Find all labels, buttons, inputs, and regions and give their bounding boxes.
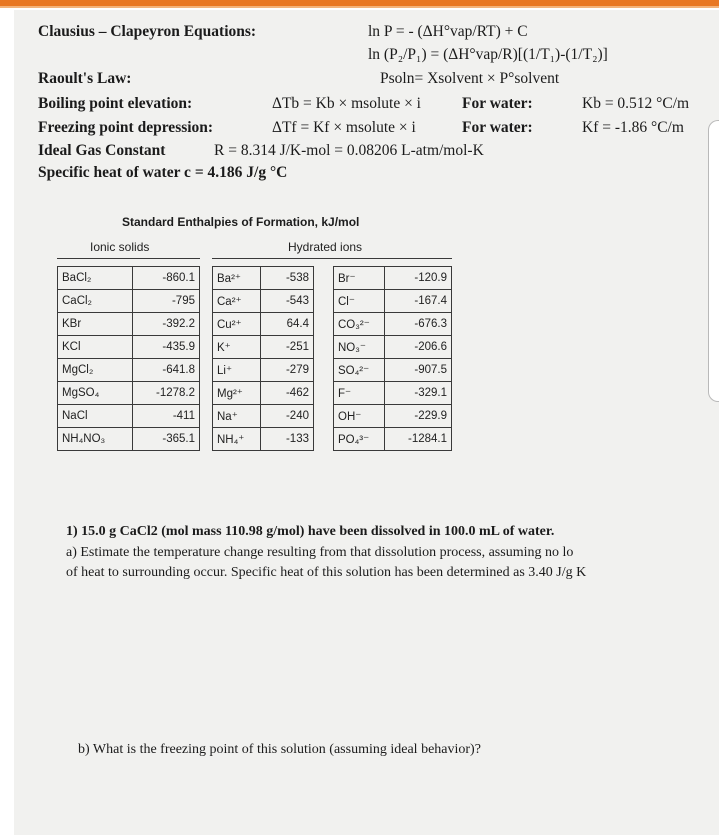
species-name: Ba²⁺: [213, 267, 261, 290]
bp-label: Boiling point elevation:: [38, 95, 193, 112]
enthalpy-value: -206.6: [385, 336, 452, 359]
enthalpy-value: -279: [261, 359, 314, 382]
clausius-eq2: ln (P₂/P₁) = (ΔH°vap/R)[(1/T₁)-(1/T₂)]: [368, 46, 608, 63]
table-row: [334, 267, 452, 290]
fp-eq: ΔTf = Kf × msolute × i: [272, 119, 416, 136]
clausius-eq1: ln P = - (ΔH°vap/RT) + C: [368, 23, 528, 40]
enthalpy-value: -435.9: [132, 336, 199, 359]
species-name: Ca²⁺: [213, 290, 261, 313]
table-row: [58, 290, 200, 313]
enthalpy-value: -538: [261, 267, 314, 290]
table-row: [213, 336, 314, 359]
enthalpy-value: -240: [261, 405, 314, 428]
table-row: [213, 290, 314, 313]
ionic-solids-table: [57, 266, 200, 451]
enthalpy-value: -543: [261, 290, 314, 313]
enthalpy-value: -392.2: [132, 313, 199, 336]
species-name: K⁺: [213, 336, 261, 359]
enthalpy-value: -167.4: [385, 290, 452, 313]
table-row: [213, 313, 314, 336]
species-name: PO₄³⁻: [334, 428, 385, 451]
species-name: MgSO₄: [58, 382, 133, 405]
species-name: NO₃⁻: [334, 336, 385, 359]
species-name: MgCl₂: [58, 359, 133, 382]
species-name: Na⁺: [213, 405, 261, 428]
table-row: [213, 382, 314, 405]
enthalpy-value: -329.1: [385, 382, 452, 405]
species-name: Br⁻: [334, 267, 385, 290]
question-1a-line2: of heat to surrounding occur. Specific heat of this solution has been determined as 3.40 J/g K: [66, 565, 587, 580]
species-name: OH⁻: [334, 405, 385, 428]
species-name: Cu²⁺: [213, 313, 261, 336]
fp-water-label: For water:: [462, 119, 533, 136]
species-name: KCl: [58, 336, 133, 359]
enthalpy-value: -462: [261, 382, 314, 405]
table-row: [334, 428, 452, 451]
table-row: [58, 313, 200, 336]
fp-label: Freezing point depression:: [38, 119, 214, 136]
bp-eq: ΔTb = Kb × msolute × i: [272, 95, 421, 112]
species-name: Li⁺: [213, 359, 261, 382]
cations-table: [212, 266, 314, 451]
gas-constant-value: R = 8.314 J/K-mol = 0.08206 L-atm/mol-K: [214, 142, 484, 159]
enthalpy-value: -907.5: [385, 359, 452, 382]
bp-water-label: For water:: [462, 95, 533, 112]
gas-constant-label: Ideal Gas Constant: [38, 142, 166, 159]
table-row: [58, 336, 200, 359]
enthalpy-value: -133: [261, 428, 314, 451]
enthalpy-value: -1284.1: [385, 428, 452, 451]
ionic-header: Ionic solids: [90, 240, 150, 254]
table-row: [213, 405, 314, 428]
table-row: [334, 290, 452, 313]
species-name: NaCl: [58, 405, 133, 428]
table-row: [58, 382, 200, 405]
enthalpy-value: -411: [132, 405, 199, 428]
table-title: Standard Enthalpies of Formation, kJ/mol: [122, 215, 360, 229]
side-scroll-panel[interactable]: [708, 120, 719, 402]
table-row: [334, 336, 452, 359]
table-row: [334, 382, 452, 405]
ionic-header-rule: [57, 258, 200, 259]
raoult-eq: Psoln= Xsolvent × P°solvent: [380, 70, 560, 87]
species-name: SO₄²⁻: [334, 359, 385, 382]
table-row: [58, 359, 200, 382]
table-row: [213, 359, 314, 382]
enthalpy-value: -365.1: [132, 428, 199, 451]
enthalpy-value: -120.9: [385, 267, 452, 290]
species-name: Cl⁻: [334, 290, 385, 313]
clausius-label: Clausius – Clapeyron Equations:: [38, 23, 257, 40]
table-row: [58, 267, 200, 290]
enthalpy-value: 64.4: [261, 313, 314, 336]
enthalpy-value: -641.8: [132, 359, 199, 382]
question-1b: b) What is the freezing point of this solution (assuming ideal behavior)?: [78, 742, 481, 757]
enthalpy-value: -860.1: [132, 267, 199, 290]
enthalpy-value: -676.3: [385, 313, 452, 336]
anions-table: [333, 266, 452, 451]
enthalpy-value: -251: [261, 336, 314, 359]
bp-water-value: Kb = 0.512 °C/m: [582, 95, 690, 112]
species-name: BaCl₂: [58, 267, 133, 290]
species-name: F⁻: [334, 382, 385, 405]
table-row: [334, 405, 452, 428]
fp-water-value: Kf = -1.86 °C/m: [582, 119, 684, 136]
species-name: NH₄⁺: [213, 428, 261, 451]
raoult-label: Raoult's Law:: [38, 70, 132, 87]
top-accent-line: [0, 6, 719, 8]
table-row: [58, 428, 200, 451]
table-row: [213, 267, 314, 290]
enthalpy-value: -795: [132, 290, 199, 313]
species-name: CaCl₂: [58, 290, 133, 313]
table-row: [334, 359, 452, 382]
specific-heat-line: Specific heat of water c = 4.186 J/g °C: [38, 164, 288, 181]
hydrated-header-rule: [212, 258, 452, 259]
hydrated-header: Hydrated ions: [288, 240, 363, 254]
table-row: [334, 313, 452, 336]
species-name: KBr: [58, 313, 133, 336]
species-name: NH₄NO₃: [58, 428, 133, 451]
question-1a-line1: a) Estimate the temperature change resulting from that dissolution process, assuming no lo: [66, 545, 574, 560]
question-1: 1) 15.0 g CaCl2 (mol mass 110.98 g/mol) have been dissolved in 100.0 mL of water.: [66, 524, 555, 539]
species-name: CO₃²⁻: [334, 313, 385, 336]
species-name: Mg²⁺: [213, 382, 261, 405]
table-row: [213, 428, 314, 451]
enthalpy-value: -229.9: [385, 405, 452, 428]
enthalpy-value: -1278.2: [132, 382, 199, 405]
table-row: [58, 405, 200, 428]
